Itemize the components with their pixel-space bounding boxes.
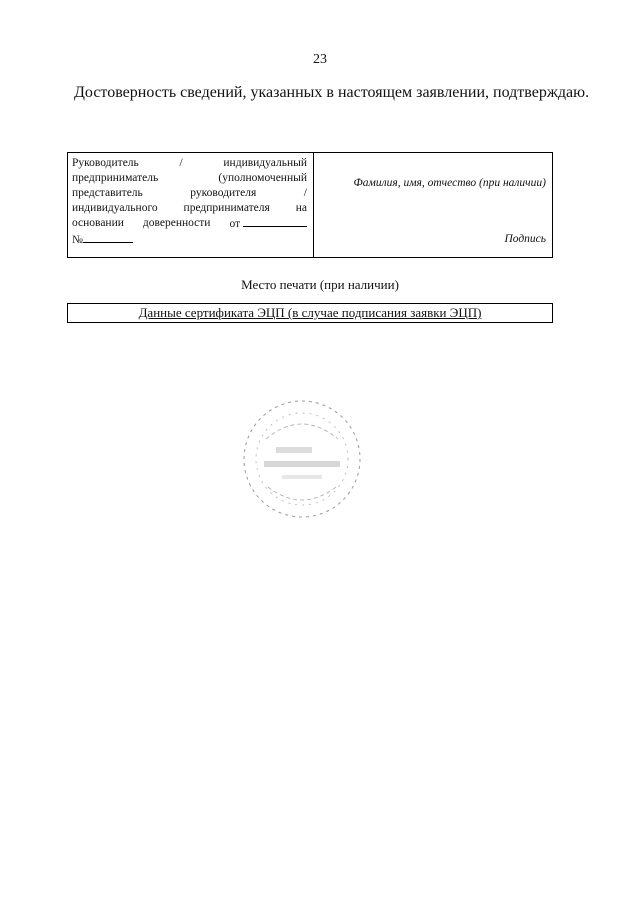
signatory-line-4: индивидуального предпринимателя на: [72, 202, 307, 214]
signatory-line-6: №: [72, 232, 307, 248]
signatory-line-1: Руководитель / индивидуальный: [72, 157, 307, 169]
signatory-line-2: предприниматель (уполномоченный: [72, 172, 307, 184]
signatory-line-3: представитель руководителя /: [72, 187, 307, 199]
certificate-data-label: Данные сертификата ЭЦП (в случае подписания заявки ЭЦП): [138, 305, 482, 320]
page-number: 23: [313, 52, 327, 67]
signature-label: Подпись: [504, 233, 546, 245]
signatory-description-cell: [68, 153, 314, 257]
date-blank: [243, 216, 307, 227]
faded-seal-stamp: [238, 395, 366, 523]
signatory-line-5: основании доверенности от: [72, 216, 307, 232]
confirmation-statement: Достоверность сведений, указанных в настоящем заявлении, подтверждаю.: [74, 84, 590, 101]
fio-signature-cell: [314, 153, 552, 257]
seal-icon: [238, 395, 366, 523]
stamp-place-label: Место печати (при наличии): [241, 277, 399, 292]
signature-table: [67, 152, 553, 258]
number-blank: [83, 232, 133, 243]
certificate-data-box: [67, 303, 553, 323]
fio-label: Фамилия, имя, отчество (при наличии): [353, 177, 546, 189]
